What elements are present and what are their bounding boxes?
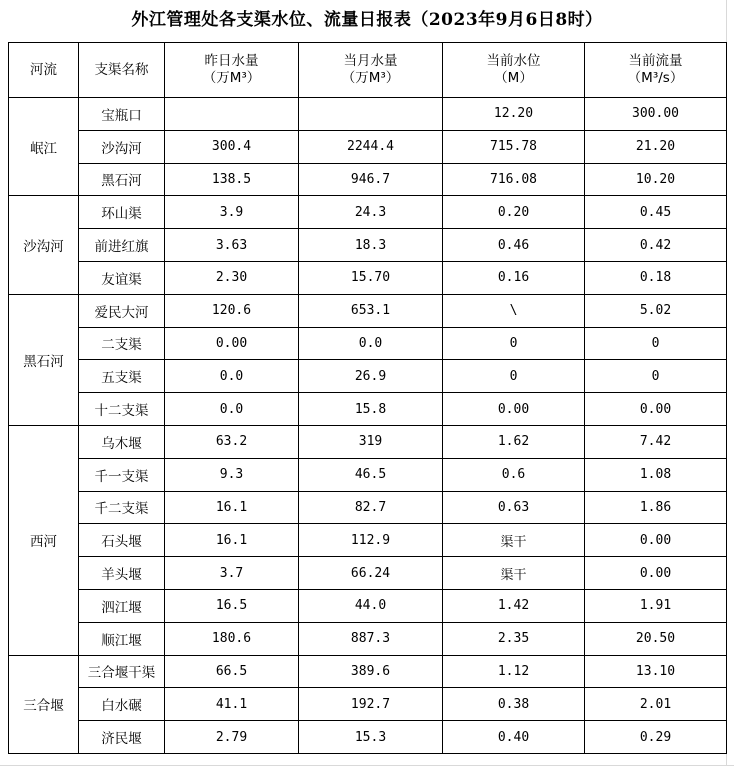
current-flow-cell[interactable]: 0 bbox=[585, 327, 727, 360]
yesterday-volume-cell[interactable]: 66.5 bbox=[165, 655, 299, 688]
branch-name-cell[interactable]: 宝瓶口 bbox=[79, 98, 165, 131]
current-flow-cell[interactable]: 1.91 bbox=[585, 589, 727, 622]
current-level-cell[interactable]: 渠干 bbox=[443, 524, 585, 557]
header-river[interactable]: 河流 bbox=[9, 43, 79, 98]
current-flow-cell[interactable]: 0.42 bbox=[585, 229, 727, 262]
yesterday-volume-cell[interactable]: 0.00 bbox=[165, 327, 299, 360]
river-cell[interactable]: 三合堰 bbox=[9, 655, 79, 753]
branch-name-cell[interactable]: 乌木堰 bbox=[79, 425, 165, 458]
branch-name-cell[interactable]: 黑石河 bbox=[79, 163, 165, 196]
table-row bbox=[9, 655, 727, 688]
month-volume-cell[interactable]: 946.7 bbox=[299, 163, 443, 196]
month-volume-cell[interactable] bbox=[299, 98, 443, 131]
current-flow-cell[interactable]: 0.00 bbox=[585, 524, 727, 557]
current-level-cell[interactable]: \ bbox=[443, 294, 585, 327]
month-volume-cell[interactable]: 112.9 bbox=[299, 524, 443, 557]
branch-name-cell[interactable]: 白水碾 bbox=[79, 688, 165, 721]
yesterday-volume-cell[interactable]: 16.5 bbox=[165, 589, 299, 622]
current-level-cell[interactable]: 0 bbox=[443, 360, 585, 393]
branch-name-cell[interactable]: 济民堰 bbox=[79, 721, 165, 754]
branch-name-cell[interactable]: 前进红旗 bbox=[79, 229, 165, 262]
yesterday-volume-cell[interactable]: 138.5 bbox=[165, 163, 299, 196]
branch-name-cell[interactable]: 千一支渠 bbox=[79, 458, 165, 491]
current-flow-cell[interactable]: 0.29 bbox=[585, 721, 727, 754]
yesterday-volume-cell[interactable]: 3.9 bbox=[165, 196, 299, 229]
month-volume-cell[interactable]: 82.7 bbox=[299, 491, 443, 524]
current-flow-cell[interactable]: 5.02 bbox=[585, 294, 727, 327]
yesterday-volume-cell[interactable]: 3.7 bbox=[165, 557, 299, 590]
current-level-cell[interactable]: 2.35 bbox=[443, 622, 585, 655]
current-level-cell[interactable]: 1.62 bbox=[443, 425, 585, 458]
table-row bbox=[9, 229, 727, 262]
branch-name-cell[interactable]: 二支渠 bbox=[79, 327, 165, 360]
current-level-cell[interactable]: 0.46 bbox=[443, 229, 585, 262]
current-flow-cell[interactable]: 20.50 bbox=[585, 622, 727, 655]
river-cell[interactable]: 西河 bbox=[9, 425, 79, 655]
branch-name-cell[interactable]: 沙沟河 bbox=[79, 130, 165, 163]
yesterday-volume-cell[interactable]: 0.0 bbox=[165, 393, 299, 426]
header-branch[interactable]: 支渠名称 bbox=[79, 43, 165, 98]
header-current-level[interactable]: 当前水位 （M） bbox=[443, 43, 585, 98]
table-row bbox=[9, 688, 727, 721]
yesterday-volume-cell[interactable]: 9.3 bbox=[165, 458, 299, 491]
month-volume-cell[interactable]: 887.3 bbox=[299, 622, 443, 655]
branch-name-cell[interactable]: 羊头堰 bbox=[79, 557, 165, 590]
month-volume-cell[interactable]: 26.9 bbox=[299, 360, 443, 393]
table-body bbox=[9, 98, 727, 754]
current-flow-cell[interactable]: 2.01 bbox=[585, 688, 727, 721]
current-flow-cell[interactable]: 1.86 bbox=[585, 491, 727, 524]
yesterday-volume-cell[interactable]: 0.0 bbox=[165, 360, 299, 393]
current-flow-cell[interactable]: 1.08 bbox=[585, 458, 727, 491]
branch-name-cell[interactable]: 环山渠 bbox=[79, 196, 165, 229]
table-row bbox=[9, 491, 727, 524]
current-flow-cell[interactable]: 13.10 bbox=[585, 655, 727, 688]
month-volume-cell[interactable]: 46.5 bbox=[299, 458, 443, 491]
header-row bbox=[9, 43, 727, 98]
table-row bbox=[9, 458, 727, 491]
month-volume-cell[interactable]: 192.7 bbox=[299, 688, 443, 721]
header-month-volume[interactable]: 当月水量 （万M³） bbox=[299, 43, 443, 98]
river-cell[interactable]: 黑石河 bbox=[9, 294, 79, 425]
branch-name-cell[interactable]: 三合堰干渠 bbox=[79, 655, 165, 688]
river-cell[interactable]: 沙沟河 bbox=[9, 196, 79, 294]
table-row bbox=[9, 327, 727, 360]
current-flow-cell[interactable]: 21.20 bbox=[585, 130, 727, 163]
current-level-cell[interactable]: 0.63 bbox=[443, 491, 585, 524]
branch-name-cell[interactable]: 友谊渠 bbox=[79, 261, 165, 294]
table-row bbox=[9, 360, 727, 393]
current-flow-cell[interactable]: 0.45 bbox=[585, 196, 727, 229]
table-row bbox=[9, 163, 727, 196]
month-volume-cell[interactable]: 2244.4 bbox=[299, 130, 443, 163]
yesterday-volume-cell[interactable]: 41.1 bbox=[165, 688, 299, 721]
current-level-cell[interactable]: 渠干 bbox=[443, 557, 585, 590]
month-volume-cell[interactable]: 66.24 bbox=[299, 557, 443, 590]
header-yesterday-volume[interactable]: 昨日水量 （万M³） bbox=[165, 43, 299, 98]
yesterday-volume-cell[interactable]: 2.79 bbox=[165, 721, 299, 754]
current-level-cell[interactable]: 1.12 bbox=[443, 655, 585, 688]
current-level-cell[interactable]: 0.38 bbox=[443, 688, 585, 721]
table-row bbox=[9, 98, 727, 131]
current-level-cell[interactable]: 715.78 bbox=[443, 130, 585, 163]
table-row bbox=[9, 196, 727, 229]
current-level-cell[interactable]: 12.20 bbox=[443, 98, 585, 131]
table-row bbox=[9, 294, 727, 327]
table-row bbox=[9, 261, 727, 294]
current-flow-cell[interactable]: 0.00 bbox=[585, 557, 727, 590]
header-current-flow[interactable]: 当前流量 （M³/s） bbox=[585, 43, 727, 98]
branch-name-cell[interactable]: 石头堰 bbox=[79, 524, 165, 557]
yesterday-volume-cell[interactable]: 180.6 bbox=[165, 622, 299, 655]
month-volume-cell[interactable]: 389.6 bbox=[299, 655, 443, 688]
branch-name-cell[interactable]: 千二支渠 bbox=[79, 491, 165, 524]
current-flow-cell[interactable]: 0.18 bbox=[585, 261, 727, 294]
yesterday-volume-cell[interactable]: 120.6 bbox=[165, 294, 299, 327]
month-volume-cell[interactable]: 15.8 bbox=[299, 393, 443, 426]
table-row bbox=[9, 557, 727, 590]
branch-name-cell[interactable]: 顺江堰 bbox=[79, 622, 165, 655]
river-cell[interactable]: 岷江 bbox=[9, 98, 79, 196]
current-level-cell[interactable]: 0.6 bbox=[443, 458, 585, 491]
table-row bbox=[9, 130, 727, 163]
report-table bbox=[8, 42, 727, 754]
table-row bbox=[9, 721, 727, 754]
current-flow-cell[interactable]: 0 bbox=[585, 360, 727, 393]
branch-name-cell[interactable]: 五支渠 bbox=[79, 360, 165, 393]
yesterday-volume-cell[interactable]: 3.63 bbox=[165, 229, 299, 262]
month-volume-cell[interactable]: 18.3 bbox=[299, 229, 443, 262]
table-row bbox=[9, 425, 727, 458]
month-volume-cell[interactable]: 653.1 bbox=[299, 294, 443, 327]
table-row bbox=[9, 524, 727, 557]
current-level-cell[interactable]: 0.20 bbox=[443, 196, 585, 229]
branch-name-cell[interactable]: 爱民大河 bbox=[79, 294, 165, 327]
table-row bbox=[9, 622, 727, 655]
current-level-cell[interactable]: 716.08 bbox=[443, 163, 585, 196]
yesterday-volume-cell[interactable]: 16.1 bbox=[165, 524, 299, 557]
current-flow-cell[interactable]: 10.20 bbox=[585, 163, 727, 196]
yesterday-volume-cell[interactable]: 63.2 bbox=[165, 425, 299, 458]
report-title[interactable]: 外江管理处各支渠水位、流量日报表（2023年9月6日8时） bbox=[131, 10, 603, 30]
current-level-cell[interactable]: 1.42 bbox=[443, 589, 585, 622]
current-flow-cell[interactable]: 0.00 bbox=[585, 393, 727, 426]
yesterday-volume-cell[interactable]: 2.30 bbox=[165, 261, 299, 294]
table-row bbox=[9, 393, 727, 426]
month-volume-cell[interactable]: 0.0 bbox=[299, 327, 443, 360]
current-flow-cell[interactable]: 300.00 bbox=[585, 98, 727, 131]
month-volume-cell[interactable]: 24.3 bbox=[299, 196, 443, 229]
month-volume-cell[interactable]: 44.0 bbox=[299, 589, 443, 622]
current-level-cell[interactable]: 0 bbox=[443, 327, 585, 360]
yesterday-volume-cell[interactable] bbox=[165, 98, 299, 131]
current-level-cell[interactable]: 0.40 bbox=[443, 721, 585, 754]
branch-name-cell[interactable]: 泗江堰 bbox=[79, 589, 165, 622]
yesterday-volume-cell[interactable]: 300.4 bbox=[165, 130, 299, 163]
month-volume-cell[interactable]: 319 bbox=[299, 425, 443, 458]
current-flow-cell[interactable]: 7.42 bbox=[585, 425, 727, 458]
month-volume-cell[interactable]: 15.3 bbox=[299, 721, 443, 754]
table-row bbox=[9, 589, 727, 622]
yesterday-volume-cell[interactable]: 16.1 bbox=[165, 491, 299, 524]
current-level-cell[interactable]: 0.00 bbox=[443, 393, 585, 426]
branch-name-cell[interactable]: 十二支渠 bbox=[79, 393, 165, 426]
month-volume-cell[interactable]: 15.70 bbox=[299, 261, 443, 294]
current-level-cell[interactable]: 0.16 bbox=[443, 261, 585, 294]
